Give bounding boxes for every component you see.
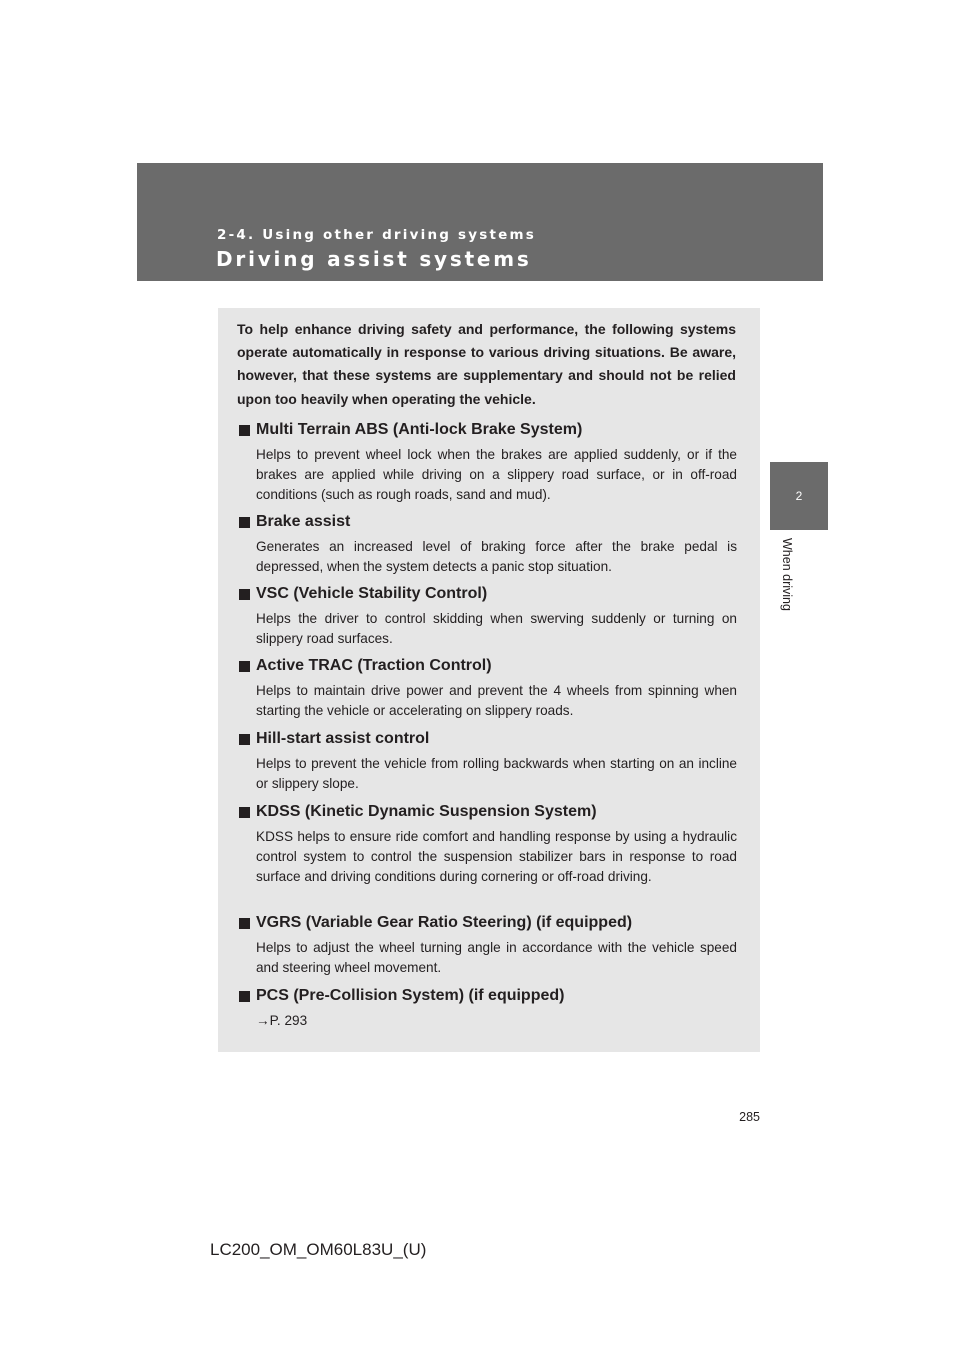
header-band <box>137 163 823 281</box>
section-label: 2-4. Using other driving systems <box>217 227 537 243</box>
chapter-tab: 2 <box>770 462 828 530</box>
feature-description: Helps the driver to control skidding when swerving suddenly or turning on slippery road surfaces. <box>256 611 737 646</box>
feature-kdss <box>237 802 737 886</box>
feature-description: Helps to maintain drive power and prevent the 4 wheels from spinning when starting the vehicle or accelerating on slippery roads. <box>256 683 737 718</box>
square-bullet-icon <box>239 807 250 818</box>
document-code: LC200_OM_OM60L83U_(U) <box>210 1240 427 1259</box>
square-bullet-icon <box>239 734 250 745</box>
page-title: Driving assist systems <box>216 247 532 271</box>
feature-description: KDSS helps to ensure ride comfort and handling response by using a hydraulic control system to control the suspension stabilizer bars in response to road surface and driving conditions during cornering or off-road driving. <box>256 829 737 884</box>
feature-description: Helps to adjust the wheel turning angle in accordance with the vehicle speed and steering wheel movement. <box>256 940 737 975</box>
square-bullet-icon <box>239 918 250 929</box>
feature-brake-assist <box>237 512 737 577</box>
content-box <box>218 308 760 1052</box>
feature-heading: KDSS (Kinetic Dynamic Suspension System) <box>256 803 597 820</box>
feature-description: Helps to prevent wheel lock when the brakes are applied suddenly, or if the brakes are applied while driving on a slippery road surface, or in off-road conditions (such as rough roads, sand and mud). <box>256 447 737 502</box>
feature-heading: Hill-start assist control <box>256 730 430 747</box>
feature-pcs <box>237 986 737 1031</box>
feature-vsc <box>237 584 737 649</box>
feature-heading: Multi Terrain ABS (Anti-lock Brake System) <box>256 421 583 438</box>
feature-multi-terrain-abs <box>237 420 737 504</box>
feature-vgrs <box>237 913 737 978</box>
feature-hill-start-assist <box>237 729 737 794</box>
feature-active-trac <box>237 656 737 721</box>
chapter-name: When driving <box>780 538 794 611</box>
feature-description: Helps to prevent the vehicle from rolling backwards when starting on an incline or slippery slope. <box>256 756 737 791</box>
feature-heading: VSC (Vehicle Stability Control) <box>256 585 488 602</box>
page-reference-link[interactable]: →P. 293 <box>256 1013 308 1028</box>
square-bullet-icon <box>239 589 250 600</box>
page-number: 285 <box>739 1110 760 1124</box>
feature-heading: PCS (Pre-Collision System) (if equipped) <box>256 987 565 1004</box>
square-bullet-icon <box>239 661 250 672</box>
feature-heading: Brake assist <box>256 513 351 530</box>
square-bullet-icon <box>239 425 250 436</box>
intro-text: To help enhance driving safety and performance, the following systems operate automatically in response to various driving situations. Be aware, however, that these systems are supplementary and should not be relied upon too heavily when operating the vehicle. <box>237 321 736 407</box>
feature-heading: VGRS (Variable Gear Ratio Steering) (if equipped) <box>256 914 633 931</box>
feature-description: Generates an increased level of braking force after the brake pedal is depressed, when the system detects a panic stop situation. <box>256 539 737 574</box>
feature-heading: Active TRAC (Traction Control) <box>256 657 492 674</box>
square-bullet-icon <box>239 517 250 528</box>
square-bullet-icon <box>239 991 250 1002</box>
